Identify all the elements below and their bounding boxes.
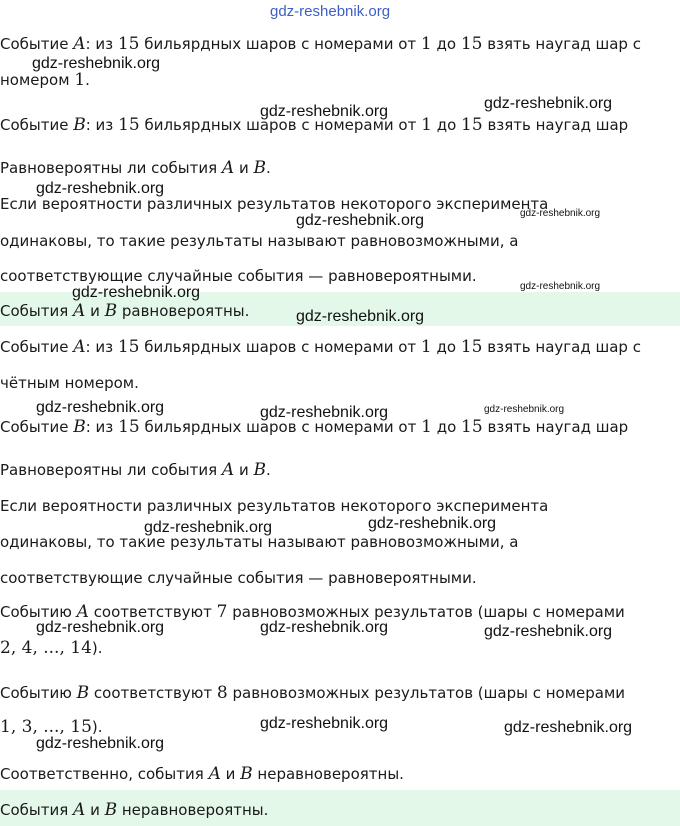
var-b: B [253,158,266,178]
text: соответствуют [88,603,217,621]
watermark: gdz-reshebnik.org [260,103,389,120]
var-a: A [208,764,221,784]
p1-event-a-line2 [0,70,90,90]
text: и [85,302,105,320]
text: и [220,765,241,783]
watermark: gdz-reshebnik.org [484,404,565,415]
text: взять наугад шар [482,418,629,436]
var-b: B [104,301,118,321]
number: 15 [117,337,140,357]
p2-b-count-line2 [0,717,103,737]
text: Событие [0,418,74,436]
text: Событию [0,684,77,702]
p2-event-a-line2: чётным номером. [0,374,139,392]
text: взять наугад шар с [482,338,641,356]
text: взять наугад шар [482,116,629,134]
text: и [85,801,105,819]
text: Событию [0,603,77,621]
p1-rule-line3: соответствующие случайные события — равновероятными. [0,267,477,285]
text: бильярдных шаров с номерами от [139,338,421,356]
text: равновозможных результатов (шары с номерами [227,603,625,621]
var-a: A [221,158,235,178]
p1-event-a-line1 [0,34,641,54]
p2-answer [0,800,268,820]
number: 15 [461,417,483,437]
var-b: B [76,683,90,703]
p2-b-count-line1 [0,683,625,703]
text: : из [85,35,118,53]
text: Соответственно, события [0,765,209,783]
var-b: B [240,764,253,784]
text: : из [85,116,119,134]
number-list: 2, 4, ..., 14 [0,638,92,658]
text: равновозможных результатов (шары с номерами [227,684,626,702]
var-b: B [253,460,266,480]
text: ). [91,718,103,736]
number: 1 [421,115,432,135]
number: 15 [118,417,140,437]
watermark: gdz-reshebnik.org [520,208,601,219]
var-b: B [104,800,118,820]
number: 15 [117,34,140,54]
number: 1 [74,70,86,90]
p1-question [0,158,271,178]
p2-rule-line1: Если вероятности различных результатов некоторого эксперимента [0,497,549,515]
number: 8 [216,683,228,703]
text: Событие [0,35,74,53]
text: Событие [0,338,74,356]
text: : из [85,418,119,436]
p2-rule-line2: одинаковы, то такие результаты называют равновозможными, а [0,533,519,551]
text: и [234,159,254,177]
text: Равновероятны ли события [0,461,222,479]
watermark: gdz-reshebnik.org [484,623,613,640]
text: События [0,801,74,819]
text: взять наугад шар с [482,35,641,53]
p1-rule-line1: Если вероятности различных результатов некоторого эксперимента [0,195,549,213]
watermark: gdz-reshebnik.org [32,55,161,72]
var-a: A [73,301,86,321]
text: . [266,461,271,479]
p2-question [0,460,271,480]
text: равновероятны. [117,302,250,320]
number: 15 [461,115,483,135]
text: соответствуют [89,684,217,702]
p2-consequently [0,764,404,784]
watermark: gdz-reshebnik.org [144,519,273,536]
text: до [431,338,461,356]
watermark: gdz-reshebnik.org [36,735,165,752]
text: : из [85,338,118,356]
var-a: A [73,337,86,357]
watermark: gdz-reshebnik.org [484,95,613,112]
watermark: gdz-reshebnik.org [270,3,391,20]
number: 15 [118,115,140,135]
number: 1 [421,417,432,437]
watermark: gdz-reshebnik.org [504,719,633,736]
var-a: A [76,602,89,622]
p2-a-count-line2 [0,638,103,658]
p1-rule-line2: одинаковы, то такие результаты называют равновозможными, а [0,232,519,250]
watermark: gdz-reshebnik.org [36,180,165,197]
watermark: gdz-reshebnik.org [296,212,425,229]
text: и [234,461,254,479]
text: неравновероятны. [117,801,269,819]
number: 15 [460,337,483,357]
text: ). [91,639,103,657]
number: 1 [420,337,432,357]
text: бильярдных шаров с номерами от [139,418,422,436]
var-a: A [73,34,86,54]
text: События [0,302,74,320]
text: до [431,418,462,436]
number: 7 [216,602,228,622]
watermark: gdz-reshebnik.org [520,281,601,292]
text: . [85,71,90,89]
watermark: gdz-reshebnik.org [72,284,201,301]
watermark: gdz-reshebnik.org [260,715,389,732]
text: неравновероятны. [252,765,404,783]
text: до [431,116,462,134]
text: бильярдных шаров с номерами от [139,116,422,134]
number: 15 [460,34,483,54]
p2-rule-line3: соответствующие случайные события — равновероятными. [0,569,477,587]
var-b: B [73,115,86,135]
watermark: gdz-reshebnik.org [296,308,425,325]
watermark: gdz-reshebnik.org [260,619,389,636]
var-a: A [73,800,86,820]
number-list: 1, 3, ..., 15 [0,717,92,737]
var-a: A [221,460,235,480]
number: 1 [420,34,432,54]
p1-answer [0,301,249,321]
var-b: B [73,417,86,437]
text: до [431,35,461,53]
watermark: gdz-reshebnik.org [36,619,165,636]
watermark: gdz-reshebnik.org [260,404,389,421]
watermark: gdz-reshebnik.org [368,515,497,532]
text: Событие [0,116,74,134]
watermark: gdz-reshebnik.org [36,399,165,416]
text: . [266,159,271,177]
p2-event-a-line1 [0,337,641,357]
text: бильярдных шаров с номерами от [139,35,421,53]
text: номером [0,71,75,89]
text: Равновероятны ли события [0,159,222,177]
